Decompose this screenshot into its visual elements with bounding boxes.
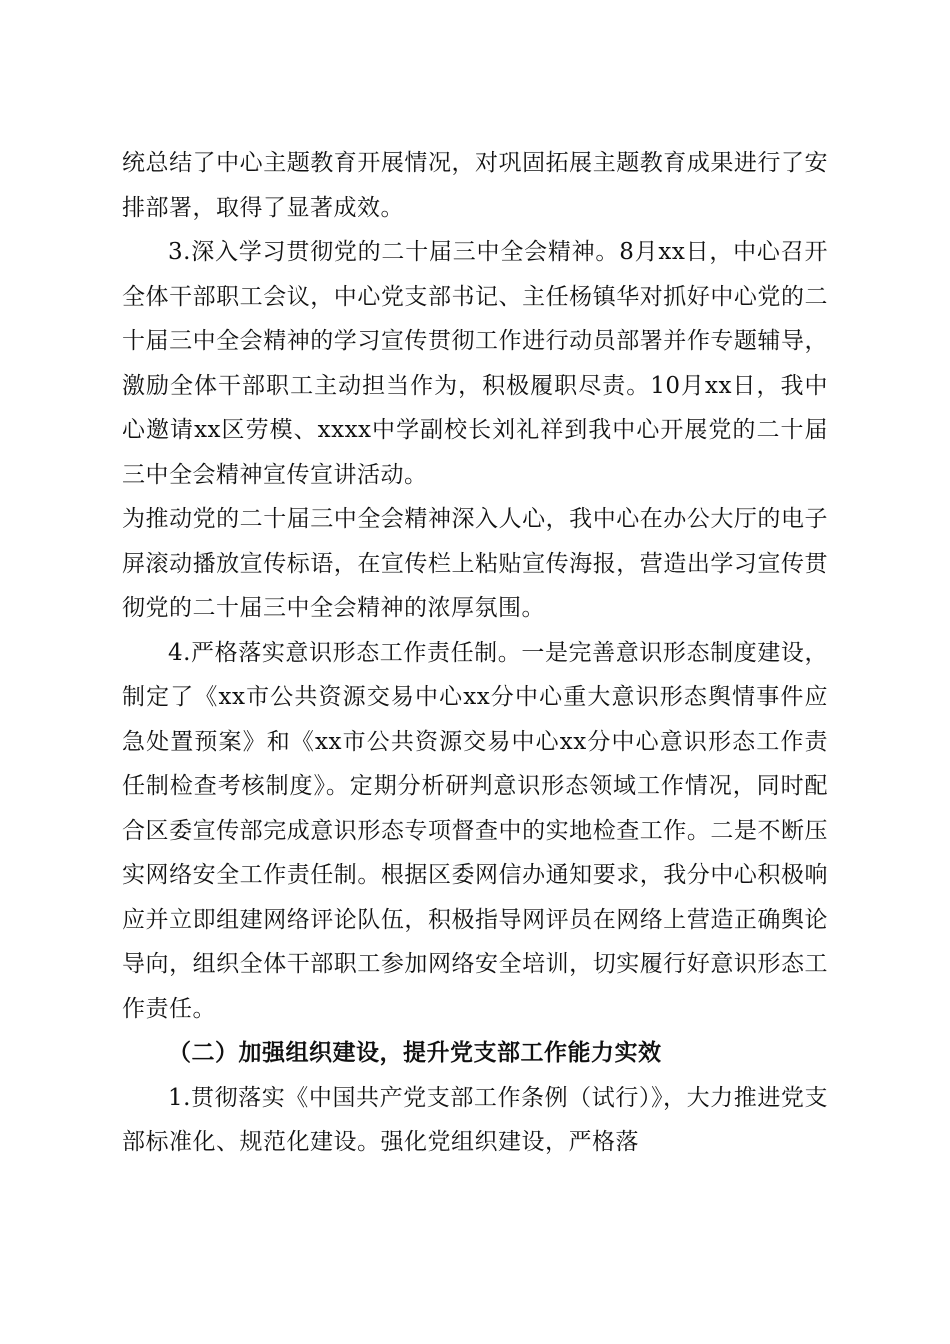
paragraph-item-3-continued: 为推动党的二十届三中全会精神深入人心，我中心在办公大厅的电子屏滚动播放宣传标语，在宣传栏上粘贴宣传海报，营造出学习宣传贯彻党的二十届三中全会精神的浓厚氛围。 (122, 506, 828, 621)
paragraph-item-1: 1.贯彻落实《中国共产党支部工作条例（试行）》，大力推进党支部标准化、规范化建设。强化党组织建设，严格落 (122, 1084, 828, 1155)
paragraph-item-3: 3.深入学习贯彻党的二十届三中全会精神。8月xx日，中心召开全体干部职工会议，中心党支部书记、主任杨镇华对抓好中心党的二十届三中全会精神的学习宣传贯彻工作进行动员部署并作专题辅导，激励全体干部职工主动担当作为，积极履职尽责。10月xx日，我中心邀请xx区劳模、xxxx中学副校长刘礼祥到我中心开展党的二十届三中全会精神宣传宣讲活动。 (122, 239, 828, 488)
paragraph-item-4: 4.严格落实意识形态工作责任制。一是完善意识形态制度建设，制定了《xx市公共资源交易中心xx分中心重大意识形态舆情事件应急处置预案》和《xx市公共资源交易中心xx分中心意识形态工作责任制检查考核制度》。定期分析研判意识形态领域工作情况，同时配合区委宣传部完成意识形态专项督查中的实地检查工作。二是不断压实网络安全工作责任制。根据区委网信办通知要求，我分中心积极响应并立即组建网络评论队伍，积极指导网评员在网络上营造正确舆论导向，组织全体干部职工参加网络安全培训，切实履行好意识形态工作责任。 (122, 639, 828, 1022)
document-body (122, 141, 828, 1165)
paragraph-continued: 统总结了中心主题教育开展情况，对巩固拓展主题教育成果进行了安排部署，取得了显著成效。 (122, 150, 828, 221)
section-heading: （二）加强组织建设，提升党支部工作能力实效 (168, 1039, 662, 1066)
